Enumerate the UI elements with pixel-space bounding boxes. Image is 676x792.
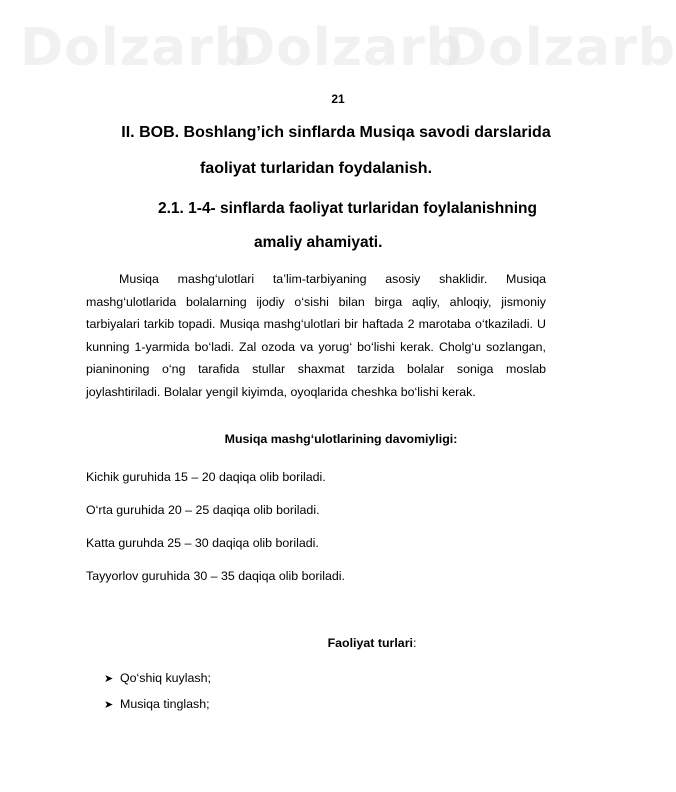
activities-heading-text: Faoliyat turlari [327, 636, 413, 650]
activity-item [104, 697, 210, 711]
page-number: 21 [331, 92, 345, 106]
section-title-line2: amaliy ahamiyati. [254, 234, 383, 251]
arrow-bullet-icon: ➤ [104, 699, 114, 711]
arrow-bullet-icon: ➤ [104, 673, 114, 685]
watermark: Dolzarb [232, 18, 464, 78]
section-title-line1: 2.1. 1-4- sinflarda faoliyat turlaridan foylalanishning [158, 200, 537, 217]
duration-item: Katta guruhda 25 – 30 daqiqa olib boriladi. [86, 536, 319, 550]
chapter-title-line2: faoliyat turlaridan foydalanish. [199, 160, 433, 177]
activity-item [104, 671, 211, 685]
activities-heading [60, 636, 612, 650]
activities-heading-colon: : [412, 636, 417, 650]
body-paragraph: Musiqa mashg‘ulotlari ta’lim-tarbiyaning asosiy shaklidir. Musiqa mashg‘ulotlarida bolalarning ijodiy o‘sishi bilan birga aqliy, ahloqiy, jismoniy tarbiyalari tarkib topadi. Musiqa mashg‘ulotlari bir haftada 2 marotaba o‘tkaziladi. U kunning 1-yarmida bo‘ladi. Zal ozoda va yorug‘ bo‘lishi kerak. Cholg‘u sozlangan, pianinoning o‘ng tarafida stullar shaxmat tarzida bolalar soniga moslab joylashtiriladi. Bolalar yengil kiyimda, oyoqlarida cheshka bo‘lishi kerak. [86, 272, 546, 399]
chapter-title-line1: II. BOB. Boshlang’ich sinflarda Musiqa savodi darslarida [121, 124, 551, 141]
activity-item-label: Musiqa tinglash; [120, 697, 210, 711]
activity-item-label: Qo‘shiq kuylash; [120, 671, 211, 685]
duration-item: Kichik guruhida 15 – 20 daqiqa olib boriladi. [86, 470, 326, 484]
duration-item: O‘rta guruhida 20 – 25 daqiqa olib boriladi. [86, 503, 320, 517]
duration-heading: Musiqa mashg‘ulotlarining davomiyligi: [224, 432, 458, 446]
duration-item: Tayyorlov guruhida 30 – 35 daqiqa olib boriladi. [86, 569, 345, 583]
watermark: Dolzarb [20, 18, 252, 78]
watermark: Dolzarb [444, 18, 676, 78]
